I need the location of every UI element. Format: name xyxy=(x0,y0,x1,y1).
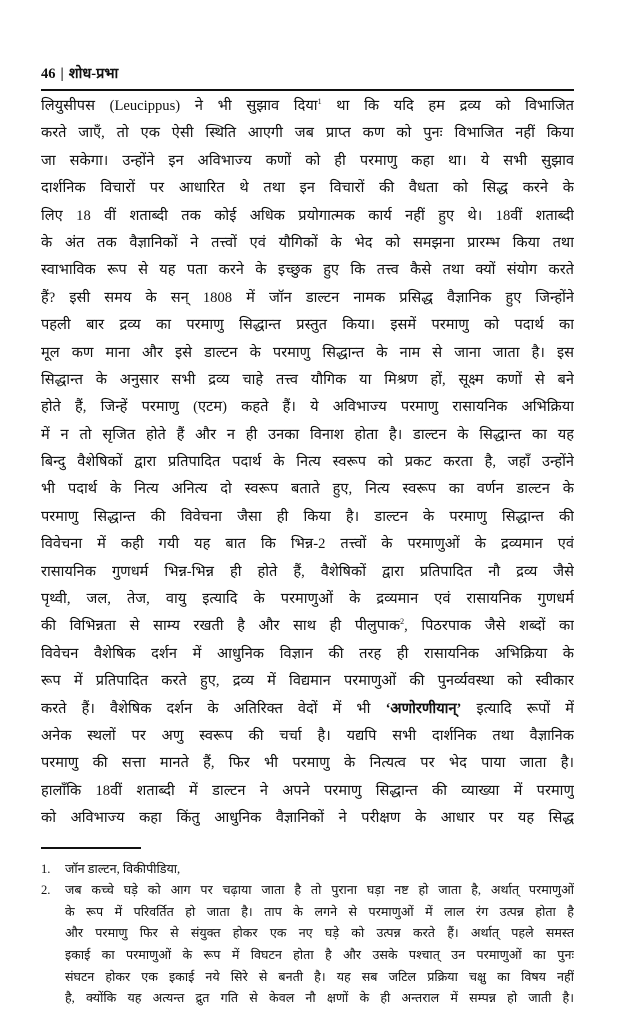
journal-title: शोध-प्रभा xyxy=(68,66,119,82)
text-line: जा सकेगा। उन्होंने इन अविभाज्य कणों को ही परमाणु कहा था। ये सभी सुझाव xyxy=(41,152,574,169)
bold-term: ‘अणोरणीयान्’ xyxy=(385,700,462,717)
text-line xyxy=(41,696,574,723)
header-separator: | xyxy=(60,66,64,82)
text-line: रूप में प्रतिपादित करते हुए, द्रव्य में विद्यमान परमाणुओं की पुनर्व्यवस्था को स्वीकार xyxy=(41,673,574,690)
text-line: पृथ्वी, जल, तेज, वायु इत्यादि के परमाणुओं के द्रव्यमान एवं रासायनिक गुणधर्म xyxy=(41,591,574,608)
footnote-number: 1. xyxy=(41,861,51,876)
text-line: अनेक स्थलों पर अणु स्वरूप की चर्चा है। यद्यपि सभी दार्शनिक तथा वैज्ञानिक xyxy=(41,727,574,744)
footnote-reference[interactable]: 2 xyxy=(400,617,405,627)
footnote-text xyxy=(65,880,574,1010)
text-line: स्वाभाविक रूप से यह पता करने के इच्छुक हुए कि तत्त्व कैसे तथा क्यों संयोग करते xyxy=(41,262,574,279)
text-segment: इत्यादि रूपों में xyxy=(461,700,574,717)
text-line: भी पदार्थ के नित्य अनित्य दो स्वरूप बताते हुए, नित्य स्वरूप का वर्णन डाल्टन के xyxy=(41,481,574,498)
page-number: 46 xyxy=(41,66,56,82)
footnote-reference[interactable]: 1 xyxy=(317,97,322,107)
footnotes xyxy=(41,859,574,1010)
text-line: विवेचना में कही गयी यह बात कि भिन्न-2 तत्त्वों के परमाणुओं के द्रव्यमान एवं xyxy=(41,536,574,553)
text-line: के अंत तक वैज्ञानिकों ने तत्त्वों एवं यौगिकों के भेद को समझना प्रारम्भ किया तथा xyxy=(41,234,574,251)
footnote-line: इकाई का परमाणुओं के रूप में विघटन होता है और उसके पश्चात् उन परमाणुओं का पुनः xyxy=(65,947,574,962)
footnote-line: और परमाणु फिर से संयुक्त होकर एक नए घड़े को उत्पन्न करते हैं। अर्थात् पहले समस्त xyxy=(65,926,574,941)
text-segment: लियुसीपस (Leucippus) ने भी सुझाव दिया xyxy=(41,98,318,114)
footnote xyxy=(41,880,574,1010)
text-line: लिए 18 वीं शताब्दी तक कोई अधिक प्रयोगात्मक कार्य नहीं हुए थे। 18वीं शताब्दी xyxy=(41,207,574,224)
text-segment: की विभिन्नता से साम्य रखती है और साथ ही पीलुपाक xyxy=(41,618,401,635)
text-line: परमाणु सिद्धान्त की विवेचना जैसा ही किया है। डाल्टन के परमाणु सिद्धान्त की xyxy=(41,508,574,525)
text-line: करते जाएँ, तो एक ऐसी स्थिति आएगी जब प्राप्त कण को पुनः विभाजित नहीं किया xyxy=(41,125,574,142)
text-line: परमाणु की सत्ता मानते हैं, फिर भी परमाणु के नित्यत्व पर भेद पाया जाता है। xyxy=(41,755,574,772)
footnote-line: जॉन डाल्टन, विकीपीडिया, xyxy=(65,861,181,876)
text-line: बिन्दु वैशेषिकों द्वारा प्रतिपादित पदार्थ के नित्य स्वरूप को प्रकट करता है, जहाँ उन्होंने xyxy=(41,454,574,471)
footnote-line: के रूप में परिवर्तित हो जाता है। ताप के लगने से परमाणुओं में लाल रंग उत्पन्न होता है xyxy=(65,904,574,919)
text-segment: , पिठरपाक जैसे शब्दों का xyxy=(404,618,574,635)
text-line: मूल कण माना और इसे डाल्टन के परमाणु सिद्धान्त के नाम से जाना जाता है। इस xyxy=(41,344,574,361)
text-line xyxy=(41,613,574,640)
text-line: विवेचन वैशेषिक दर्शन में आधुनिक विज्ञान की तरह ही रासायनिक अभिक्रिया के xyxy=(41,645,574,662)
text-line xyxy=(41,93,574,120)
text-line: दार्शनिक विचारों पर आधारित थे तथा इन विचारों की वैधता को सिद्ध करने के xyxy=(41,180,574,197)
text-line: में न तो सृजित होते हैं और न ही उनका विनाश होता है। डाल्टन के सिद्धान्त का यह xyxy=(41,426,574,443)
text-line: रासायनिक गुणधर्म भिन्न-भिन्न ही होते हैं, वैशेषिकों द्वारा प्रतिपादित नौ द्रव्य जैसे xyxy=(41,563,574,580)
body-paragraph xyxy=(41,93,574,833)
header-rule xyxy=(41,89,574,91)
text-line: सिद्धान्त के अनुसार सभी द्रव्य चाहे तत्त्व यौगिक या मिश्रण हों, सूक्ष्म कणों से बने xyxy=(41,371,574,388)
footnote-line: जब कच्चे घड़े को आग पर चढ़ाया जाता है तो पुराना घड़ा नष्ट हो जाता है, अर्थात् परमाणुओं xyxy=(65,883,574,898)
text-line: को अविभाज्य कहा किंतु आधुनिक वैज्ञानिकों ने परीक्षण के आधार पर यह सिद्ध xyxy=(41,810,574,827)
text-line: पहली बार द्रव्य का परमाणु सिद्धान्त प्रस्तुत किया। इसमें परमाणु को पदार्थ का xyxy=(41,317,574,334)
text-segment: करते हैं। वैशेषिक दर्शन के अतिरिक्त वेदों में भी xyxy=(41,700,386,717)
text-line: होते हैं, जिन्हें परमाणु (एटम) कहते हैं। ये अविभाज्य परमाणु रासायनिक अभिक्रिया xyxy=(41,399,574,416)
footnote xyxy=(41,859,574,881)
footnote-line: है, क्योंकि यह अत्यन्त द्रुत गति से केवल नौ क्षणों के ही अन्तराल में सम्पन्न हो जाती है। xyxy=(65,991,574,1006)
running-head xyxy=(41,64,574,84)
footnote-separator xyxy=(41,847,141,849)
document-page xyxy=(41,64,574,1010)
text-segment: था कि यदि हम द्रव्य को विभाजित xyxy=(321,98,574,114)
text-line: हैं? इसी समय के सन् 1808 में जॉन डाल्टन नामक प्रसिद्ध वैज्ञानिक हुए जिन्होंने xyxy=(41,289,574,306)
text-line: हालाँकि 18वीं शताब्दी में डाल्टन ने अपने परमाणु सिद्धान्त की व्याख्या में परमाणु xyxy=(41,782,574,799)
footnote-number: 2. xyxy=(41,883,51,898)
footnote-line: संघटन होकर एक इकाई नये सिरे से बनती है। यह सब जटिल प्रक्रिया चक्षु का विषय नहीं xyxy=(65,969,574,984)
footnote-text xyxy=(65,859,574,881)
